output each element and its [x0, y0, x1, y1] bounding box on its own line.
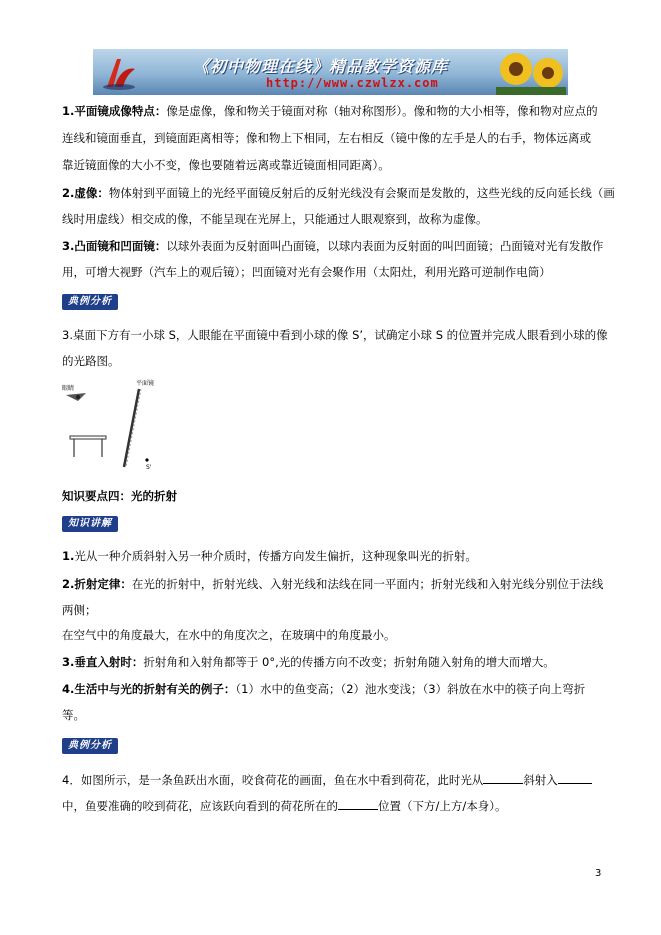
q3-line2: 的光路图。 — [62, 354, 120, 368]
p3-line1 — [62, 238, 603, 254]
q4-text-1: 4．如图所示，是一条鱼跃出水面，咬食荷花的画面，鱼在水中看到荷花，此时光从 — [62, 773, 484, 787]
page-number: 3 — [595, 868, 602, 879]
table-shape — [70, 436, 106, 457]
k3-text: 折射角和入射角都等于 0°,光的传播方向不改变；折射角随入射角的增大而增大。 — [143, 655, 555, 669]
q4-line1 — [62, 771, 592, 788]
k2-heading: 2.折射定律： — [62, 577, 132, 591]
p1-heading: 1.平面镜成像特点： — [62, 104, 167, 118]
q3-line1: 3.桌面下方有一小球 S，人眼能在平面镜中看到小球的像 S’，试确定小球 S 的位置并完成人眼看到小球的像 — [62, 328, 608, 342]
mirror-label: 平面镜 — [136, 380, 155, 387]
eye-label: 眼睛 — [62, 385, 75, 392]
header-banner — [93, 49, 568, 95]
header-title: 《初中物理在线》精品教学资源库 — [193, 57, 449, 76]
p3-text-1: 以球外表面为反射面叫凸面镜，以球内表面为反射面的叫凹面镜；凸面镜对光有发散作 — [166, 239, 604, 253]
section-heading: 知识要点四：光的折射 — [62, 489, 177, 503]
k2-line2: 两侧； — [62, 603, 97, 617]
plane-mirror — [124, 389, 141, 467]
logo-icon — [99, 53, 139, 91]
p1-text-1: 像是虚像，像和物关于镜面对称（轴对称图形）。像和物的大小相等，像和物对应点的 — [166, 104, 598, 118]
p3-line2: 用，可增大视野（汽车上的观后镜）；凹面镜对光有会聚作用（太阳灶，利用光路可逆制作电筒） — [62, 265, 551, 279]
k2-text-1: 在光的折射中，折射光线、入射光线和法线在同一平面内；折射光线和入射光线分别位于法线 — [131, 577, 604, 591]
header-url[interactable]: http://www.czwlzx.com — [266, 76, 439, 90]
q4-line2 — [62, 797, 507, 814]
q4-blank-2[interactable] — [558, 771, 592, 784]
k4-heading: 4.生活中与光的折射有关的例子： — [62, 682, 236, 696]
p1-line3: 靠近镜面像的大小不变，像也要随着远离或靠近镜面相同距离）。 — [62, 158, 390, 172]
q4-blank-3[interactable] — [338, 797, 378, 810]
mirror-figure — [62, 373, 172, 473]
knowledge-badge: 知识讲解 — [62, 516, 118, 532]
k1-heading: 1. — [62, 549, 75, 563]
k2-line1 — [62, 576, 603, 592]
k2-line3: 在空气中的角度最大，在水中的角度次之，在玻璃中的角度最小。 — [62, 628, 396, 642]
p2-heading: 2.虚像： — [62, 186, 109, 200]
q4-text-2: 斜射入 — [523, 773, 558, 787]
k1-line — [62, 548, 477, 564]
example-badge-2: 典例分析 — [62, 738, 118, 754]
k3-line — [62, 654, 555, 670]
q4-blank-1[interactable] — [483, 771, 523, 784]
k3-heading: 3.垂直入射时： — [62, 655, 144, 669]
k4-text-1: （1）水中的鱼变高；（2）池水变浅；（3）斜放在水中的筷子向上弯折 — [235, 682, 586, 696]
p1-line2: 连线和镜面垂直，到镜面距离相等；像和物上下相同，左右相反（镜中像的左手是人的右手，物体远离或 — [62, 131, 591, 145]
image-point-label: S' — [146, 464, 152, 471]
figure-drawing — [62, 373, 172, 473]
p3-heading: 3.凸面镜和凹面镜： — [62, 239, 167, 253]
p2-line1 — [62, 185, 615, 201]
k4-line1 — [62, 681, 585, 697]
image-point — [145, 458, 148, 461]
k1-text: 光从一种介质斜射入另一种介质时，传播方向发生偏折，这种现象叫光的折射。 — [74, 549, 477, 563]
p2-text-1: 物体射到平面镜上的光经平面镜反射后的反射光线没有会聚而是发散的，这些光线的反向延长线（画 — [108, 186, 615, 200]
p2-line2: 线时用虚线）相交成的像，不能呈现在光屏上，只能通过人眼观察到，故称为虚像。 — [62, 212, 488, 226]
example-badge-1: 典例分析 — [62, 294, 118, 310]
q4-text-3: 中，鱼要准确的咬到荷花，应该跃向看到的荷花所在的 — [62, 799, 338, 813]
q4-text-4: 位置（下方/上方/本身）。 — [378, 799, 507, 813]
sunflower-icon — [496, 51, 566, 95]
k4-line2: 等。 — [62, 708, 85, 722]
p1-line1 — [62, 103, 598, 119]
